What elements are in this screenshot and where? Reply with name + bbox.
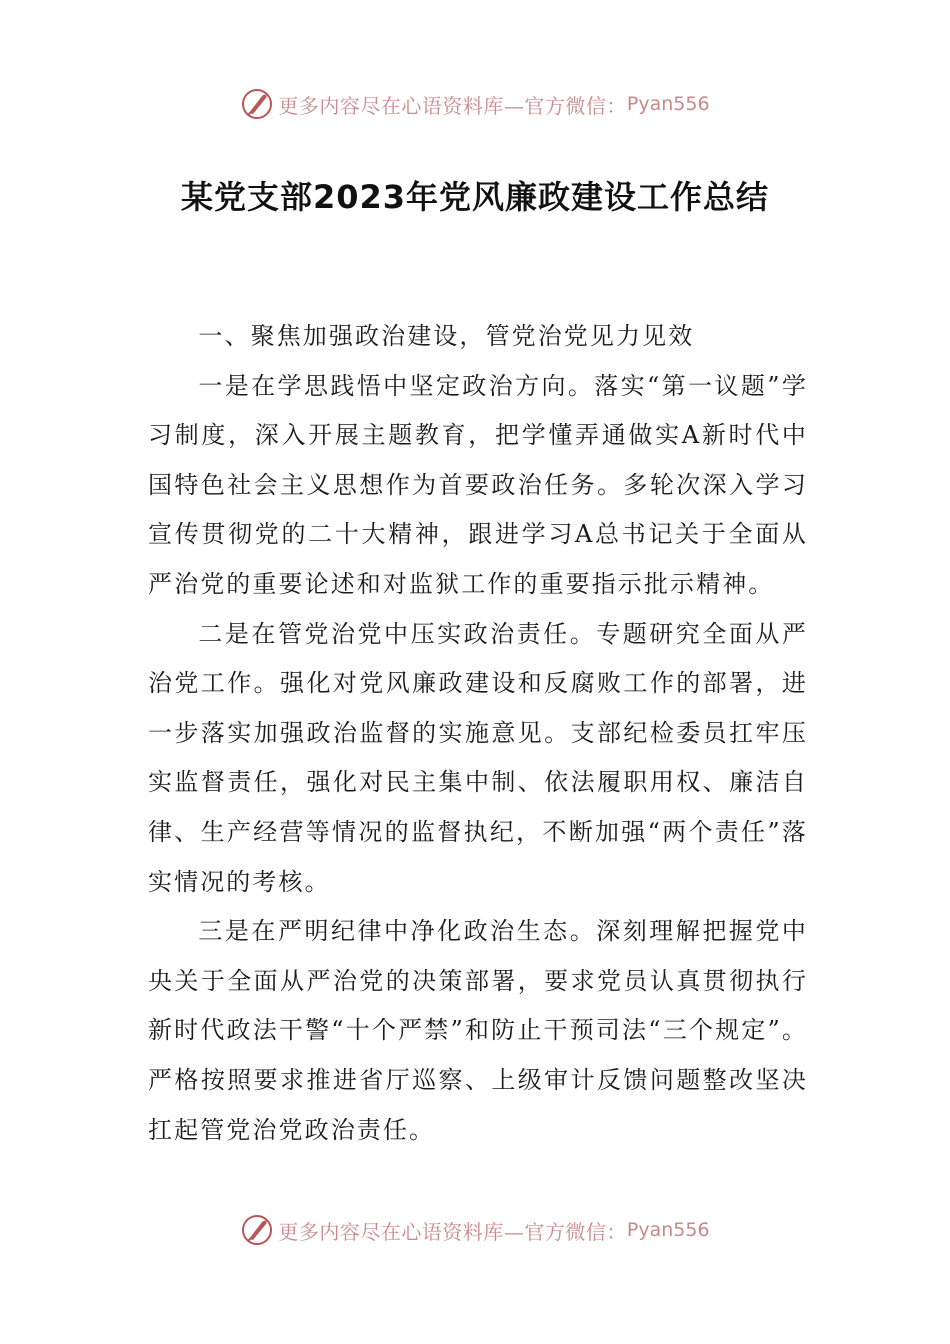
footer-watermark [0,1210,950,1250]
section-heading: 一、聚焦加强政治建设，管党治党见力见效 [198,322,695,350]
watermark-wechat-id: Pyan556 [626,1219,710,1241]
quill-pen-logo-icon [240,1213,274,1247]
paragraph: 二是在管党治党中压实政治责任。专题研究全面从严治党工作。强化对党风廉政建设和反腐败工作的部署，进一步落实加强政治监督的实施意见。支部纪检委员扛牢压实监督责任，强化对民主集中制、依法履职用权、廉洁自律、生产经营等情况的监督执纪，不断加强“两个责任”落实情况的考核。 [148,619,808,896]
watermark-text: 更多内容尽在心语资料库—官方微信： [278,1219,627,1244]
document-body [148,312,808,1155]
watermark-text: 更多内容尽在心语资料库—官方微信： [278,93,627,118]
watermark-wechat-id: Pyan556 [626,93,710,115]
document-title: 某党支部2023年党风廉政建设工作总结 [180,178,770,216]
paragraph: 一是在学思践悟中坚定政治方向。落实“第一议题”学习制度，深入开展主题教育，把学懂弄通做实A新时代中国特色社会主义思想作为首要政治任务。多轮次深入学习宣传贯彻党的二十大精神，跟进学习A总书记关于全面从严治党的重要论述和对监狱工作的重要指示批示精神。 [148,371,808,598]
header-watermark [0,84,950,124]
quill-pen-logo-icon [240,87,274,121]
paragraph: 三是在严明纪律中净化政治生态。深刻理解把握党中央关于全面从严治党的决策部署，要求党员认真贯彻执行新时代政法干警“十个严禁”和防止干预司法“三个规定”。严格按照要求推进省厅巡察、上级审计反馈问题整改坚决扛起管党治党政治责任。 [148,917,808,1144]
